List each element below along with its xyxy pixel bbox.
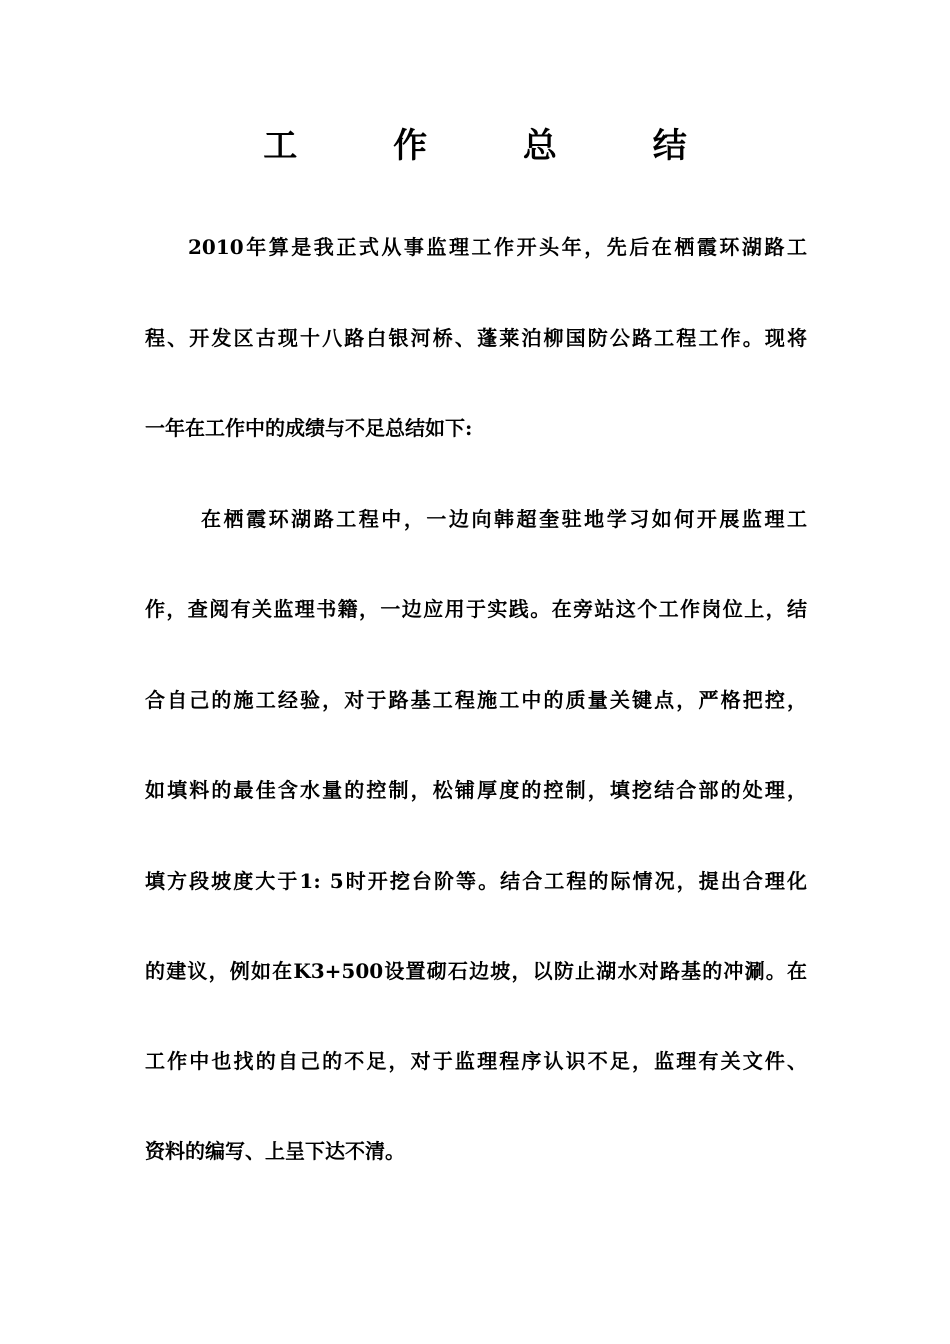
paragraph-2-line-2: 作，查阅有关监理书籍，一边应用于实践。在旁站这个工作岗位上，结 — [145, 597, 807, 621]
paragraph-2-line-8: 资料的编写、上呈下达不清。 — [145, 1139, 405, 1163]
paragraph-2-line-7: 工作中也找的自己的不足，对于监理程序认识不足，监理有关文件、 — [145, 1049, 807, 1073]
paragraph-1-line-3: 一年在工作中的成绩与不足总结如下: — [145, 416, 473, 440]
paragraph-2-line-4: 如填料的最佳含水量的控制，松铺厚度的控制，填挖结合部的处理， — [145, 778, 807, 802]
paragraph-2-line-3: 合自己的施工经验，对于路基工程施工中的质量关键点，严格把控， — [145, 688, 807, 712]
paragraph-2-line-5: 填方段坡度大于1: 5时开挖台阶等。结合工程的际情况，提出合理化 — [145, 869, 807, 893]
paragraph-2-line-6: 的建议，例如在K3+500设置砌石边坡，以防止湖水对路基的冲涮。在 — [145, 959, 807, 983]
paragraph-1-line-1: 2010年算是我正式从事监理工作开头年，先后在栖霞环湖路工 — [188, 235, 807, 259]
document-title: 工 作 总 结 — [263, 126, 729, 166]
paragraph-1-line-2: 程、开发区古现十八路白银河桥、蓬莱泊柳国防公路工程工作。现将 — [145, 326, 807, 350]
paragraph-2-line-1: 在栖霞环湖路工程中，一边向韩超奎驻地学习如何开展监理工 — [201, 507, 807, 531]
